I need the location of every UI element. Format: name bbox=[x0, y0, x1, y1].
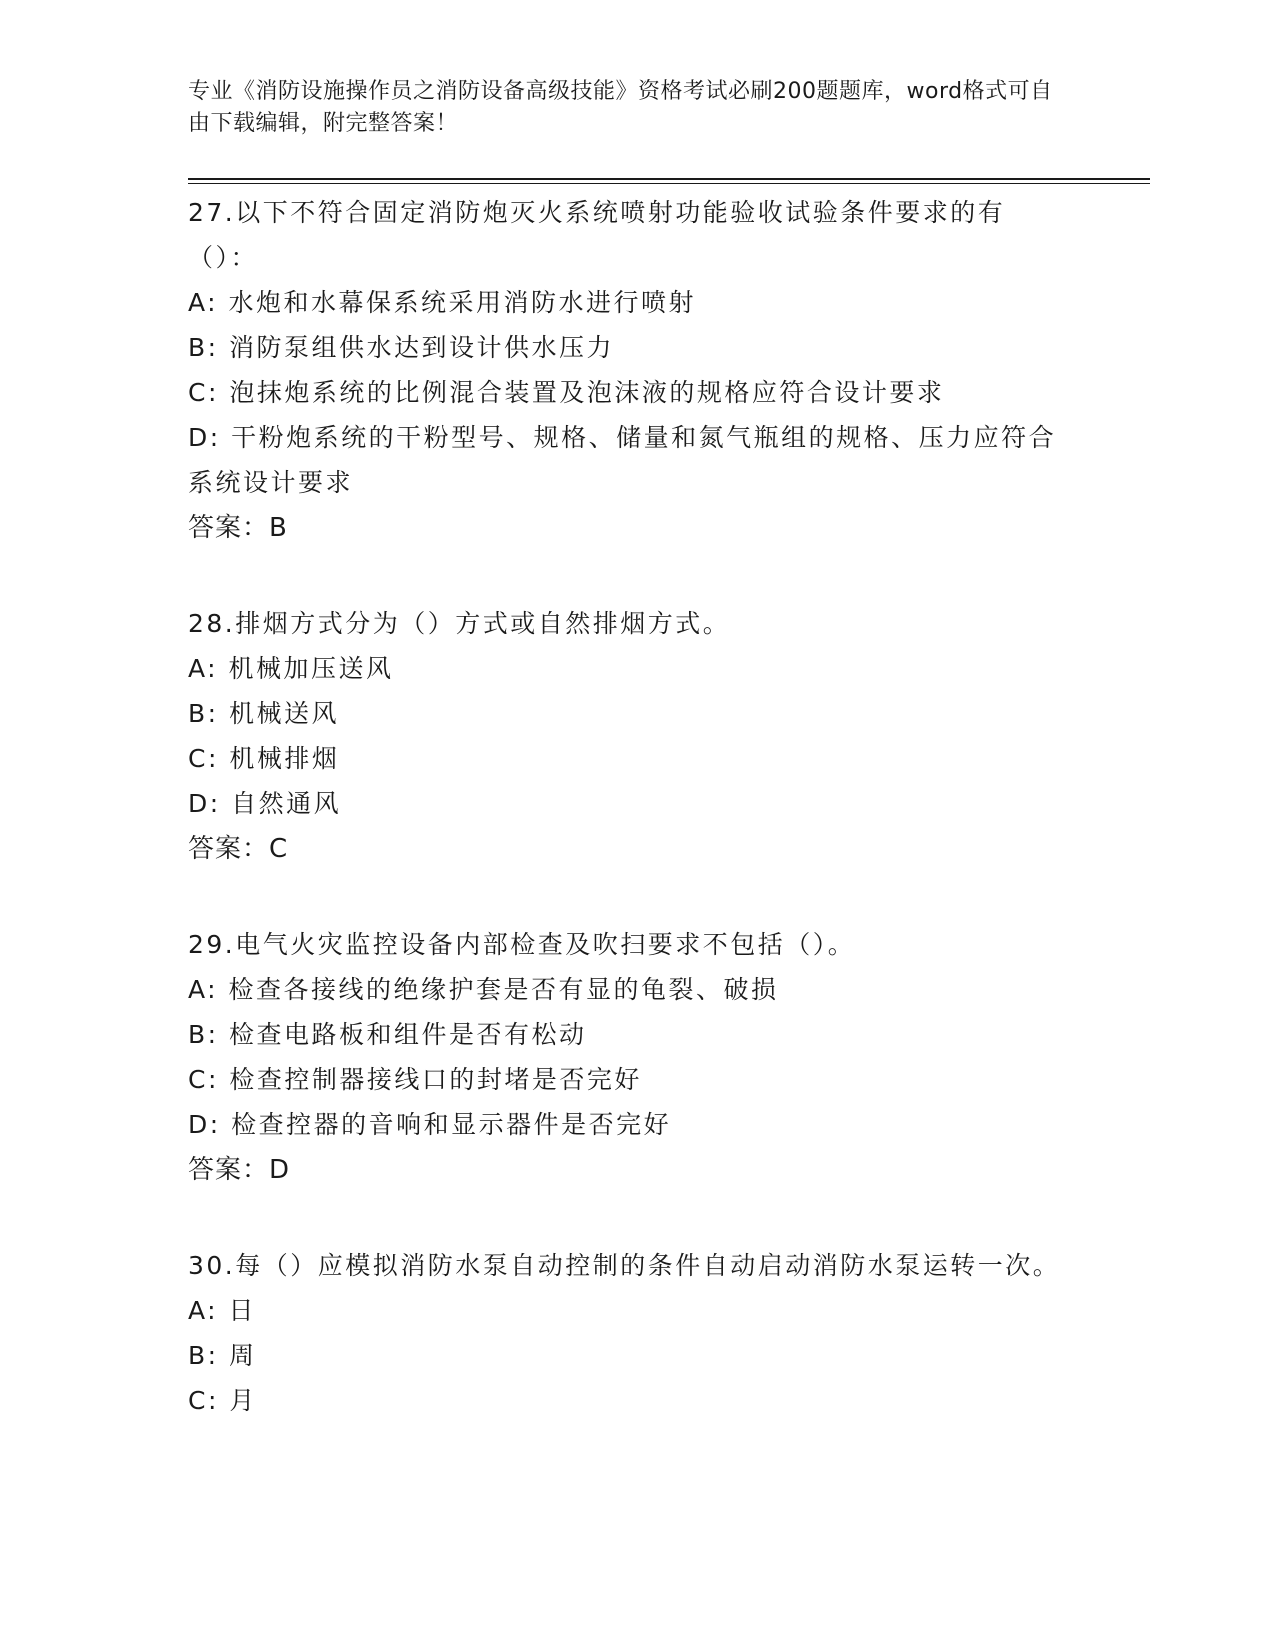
option-c: C: 检查控制器接线口的封堵是否完好 bbox=[188, 1065, 642, 1094]
question-27 bbox=[188, 190, 1088, 551]
option-a: A: 检查各接线的绝缘护套是否有显的龟裂、破损 bbox=[188, 975, 779, 1004]
option-b: B: 周 bbox=[188, 1341, 257, 1370]
option-a: A: 日 bbox=[188, 1296, 257, 1325]
option-b: B: 检查电路板和组件是否有松动 bbox=[188, 1020, 587, 1049]
answer: 答案：C bbox=[188, 834, 289, 864]
answer: 答案：D bbox=[188, 1155, 291, 1185]
question-stem: 27.以下不符合固定消防炮灭火系统喷射功能验收试验条件要求的有（）： bbox=[188, 198, 1006, 272]
option-d: D: 干粉炮系统的干粉型号、规格、储量和氮气瓶组的规格、压力应符合系统设计要求 bbox=[188, 423, 1057, 497]
question-29 bbox=[188, 922, 1088, 1193]
option-b: B: 消防泵组供水达到设计供水压力 bbox=[188, 333, 615, 362]
question-28 bbox=[188, 601, 1088, 872]
option-a: A: 机械加压送风 bbox=[188, 654, 394, 683]
option-c: C: 泡抹炮系统的比例混合装置及泡沫液的规格应符合设计要求 bbox=[188, 378, 945, 407]
question-stem: 30.每（）应模拟消防水泵自动控制的条件自动启动消防水泵运转一次。 bbox=[188, 1251, 1061, 1280]
question-list bbox=[188, 190, 1088, 1423]
option-d: D: 检查控器的音响和显示器件是否完好 bbox=[188, 1110, 672, 1139]
option-a: A: 水炮和水幕保系统采用消防水进行喷射 bbox=[188, 288, 697, 317]
option-d: D: 自然通风 bbox=[188, 789, 342, 818]
option-b: B: 机械送风 bbox=[188, 699, 340, 728]
option-c: C: 月 bbox=[188, 1386, 257, 1415]
header-rule-thick bbox=[188, 178, 1150, 180]
question-stem: 29.电气火灾监控设备内部检查及吹扫要求不包括（）。 bbox=[188, 930, 856, 959]
option-c: C: 机械排烟 bbox=[188, 744, 340, 773]
question-stem: 28.排烟方式分为（）方式或自然排烟方式。 bbox=[188, 609, 731, 638]
answer: 答案：B bbox=[188, 513, 288, 543]
document-header: 专业《消防设施操作员之消防设备高级技能》资格考试必刷200题题库，word格式可自由下载编辑，附完整答案！ bbox=[188, 79, 1053, 136]
header-rule-thin bbox=[188, 183, 1150, 184]
question-30 bbox=[188, 1243, 1088, 1423]
